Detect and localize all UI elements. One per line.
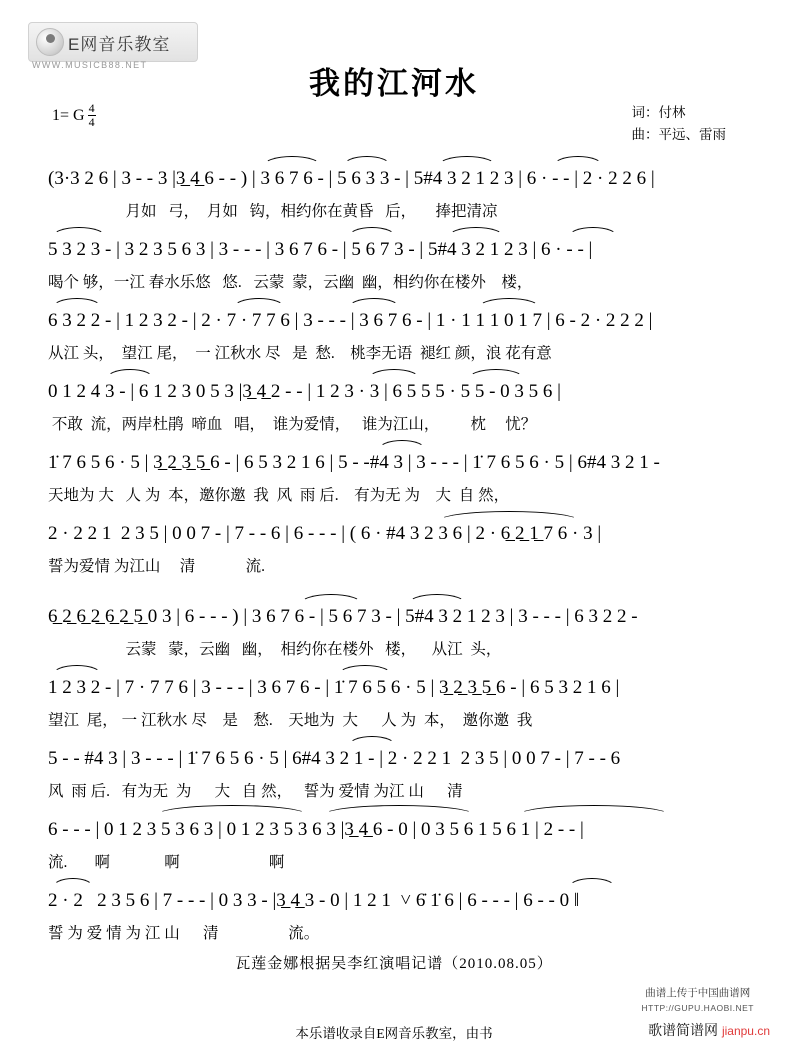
music-system bbox=[48, 239, 748, 292]
lyrics-line: 誓为爱情 为江山 清 流. bbox=[48, 558, 266, 575]
slur-arc bbox=[52, 665, 102, 675]
music-system bbox=[48, 523, 748, 576]
composer: 曲：平远、雷雨 bbox=[631, 127, 726, 143]
slur-arc bbox=[478, 298, 540, 308]
notation-line: 1̇ 7 6 5 6 · 5 | 3̲ 2̲ 3̲ 5̲ 6 - | 6 5 3 2 1 6 | 5 - -#4 3 | 3 - - - | 1̇ 7 6 5 6 · 5 | 6#4 3 2 1 - bbox=[48, 452, 660, 473]
lyrics-line: 月如 弓， 月如 钩，相约你在黄昏 后， 捧把清凉 bbox=[48, 203, 498, 220]
music-system bbox=[48, 452, 748, 505]
slur-arc bbox=[233, 298, 285, 308]
slur-arc bbox=[568, 878, 616, 888]
lyrics-line: 望江 尾， 一 江秋水 尽 是 愁. 天地为 大 人 为 本， 邀你邀 我 bbox=[48, 712, 533, 729]
slur-arc bbox=[553, 156, 603, 166]
music-system bbox=[48, 606, 748, 659]
notation-line: 6 - - - | 0 1 2 3 5 3 6 3 | 0 1 2 3 5 3 6 3 |3̲ 4̲ 6 - 0 | 0 3 5 6 1 5 6 1 | 2 - - | bbox=[48, 819, 584, 840]
slur-arc bbox=[52, 227, 106, 237]
lyricist: 词：付林 bbox=[631, 105, 686, 120]
slur-arc bbox=[348, 298, 400, 308]
time-signature bbox=[88, 102, 96, 128]
slur-arc bbox=[438, 156, 496, 166]
slur-arc bbox=[263, 156, 321, 166]
music-system bbox=[48, 381, 748, 434]
meter-numerator: 4 bbox=[88, 101, 95, 115]
bottom-brand-en: jianpu.cn bbox=[721, 1024, 770, 1038]
page-title: 我的江河水 bbox=[309, 66, 479, 101]
bottom-brand-cn: 歌谱简谱网 bbox=[648, 1022, 719, 1038]
music-note-icon bbox=[36, 28, 64, 56]
logo-url: WWW.MUSICB88.NET bbox=[32, 60, 148, 70]
slur-arc bbox=[368, 369, 420, 379]
lyrics-line: 云蒙 蒙，云幽 幽， 相约你在楼外 楼， 从江 头， bbox=[48, 641, 502, 658]
slur-arc bbox=[448, 227, 504, 237]
slur-arc bbox=[156, 805, 308, 815]
music-system bbox=[48, 819, 748, 872]
lyrics-line: 喝个 够，一江 春水乐悠 悠. 云蒙 蒙，云幽 幽，相约你在楼外 楼， bbox=[48, 274, 533, 291]
lyrics-line: 天地为 大 人 为 本，邀你邀 我 风 雨 后. 有为无 为 大 自 然， bbox=[48, 487, 510, 504]
transcription-note: 瓦莲金娜根据吴李红演唱记谱（2010.08.05） bbox=[235, 956, 553, 972]
slur-arc bbox=[518, 805, 670, 815]
key-label: 1= G bbox=[52, 106, 85, 124]
bottom-brand bbox=[648, 1020, 770, 1040]
source-credit bbox=[641, 986, 754, 1015]
slur-arc bbox=[408, 594, 466, 604]
notation-line: 2 · 2 2 1 2 3 5 | 0 0 7 - | 7 - - 6 | 6 - - - | ( 6 · #4 3 2 3 6 | 2 · 6̲ 2̲ 1̲ 7 6 · 3 | bbox=[48, 523, 602, 544]
logo-text: E网音乐教室 bbox=[68, 35, 171, 54]
slur-arc bbox=[52, 878, 94, 888]
lyrics-line: 流. 啊 啊 啊 bbox=[48, 854, 285, 871]
slur-arc bbox=[323, 805, 475, 815]
slur-arc bbox=[348, 227, 396, 237]
lyrics-line: 风 雨 后. 有为无 为 大 自 然， 誓为 爱情 为江 山 清 bbox=[48, 783, 463, 800]
lyrics-line: 不敢 流，两岸杜鹃 啼血 唱， 谁为爱情， 谁为江山， 枕 忧？ bbox=[48, 416, 537, 433]
slur-arc bbox=[106, 369, 154, 379]
notation-line: 1 2 3 2 - | 7 · 7 7 6 | 3 - - - | 3 6 7 6 - | 1̇ 7 6 5 6 · 5 | 3̲ 2̲ 3̲ 5̲ 6 - | 6 5 3 2 1 6 | bbox=[48, 677, 620, 698]
notation-line: 5 3 2 3 - | 3 2 3 5 6 3 | 3 - - - | 3 6 7 6 - | 5 6 7 3 - | 5#4 3 2 1 2 3 | 6 · - - | bbox=[48, 239, 593, 260]
slur-arc bbox=[338, 665, 392, 675]
notation-line: (3·3 2 6 | 3 - - 3 |3̲ 4̲ 6 - - ) | 3 6 7 6 - | 5 6 3 3 - | 5#4 3 2 1 2 3 | 6 · - - | 2 · 2 2 6 | bbox=[48, 168, 655, 189]
notation-line: 2 · 2 2 3 5 6 | 7 - - - | 0 3 3 - |3̲ 4̲ 3 - 0 | 1 2 1 ˅ 6̇ 1̇ 6 | 6 - - - | 6 - - 0 ‖ bbox=[48, 890, 580, 911]
notation-line: 6̲ 2̲ 6̲ 2̲ 6̲ 2̲ 5̲ 0 3 | 6 - - - ) | 3 6 7 6 - | 5 6 7 3 - | 5#4 3 2 1 2 3 | 3 - - - | 6 3 2 2 - bbox=[48, 606, 638, 627]
notation-line: 0 1 2 4 3 - | 6 1 2 3 0 5 3 |3̲ 4̲ 2 - - | 1 2 3 · 3 | 6 5 5 5 · 5 5 - 0 3 5 6 | bbox=[48, 381, 561, 402]
slur-arc bbox=[568, 227, 618, 237]
slur-arc bbox=[52, 298, 102, 308]
meter-denominator: 4 bbox=[88, 114, 95, 129]
credits bbox=[632, 102, 727, 147]
music-system bbox=[48, 677, 748, 730]
key-signature bbox=[52, 103, 96, 129]
notation-line: 6 3 2 2 - | 1 2 3 2 - | 2 · 7 · 7 7 6 | 3 - - - | 3 6 7 6 - | 1 · 1 1 1 0 1 7 | 6 - 2 · 2 2 2 | bbox=[48, 310, 653, 331]
notation-line: 5 - - #4 3 | 3 - - - | 1̇ 7 6 5 6 · 5 | 6#4 3 2 1 - | 2 · 2 2 1 2 3 5 | 0 0 7 - | 7 - - 6 bbox=[48, 748, 621, 769]
music-system bbox=[48, 748, 748, 801]
slur-arc bbox=[348, 736, 396, 746]
lyrics-line: 从江 头， 望江 尾， 一 江秋水 尽 是 愁. 桃李无语 褪红 颜，浪 花有意 bbox=[48, 345, 552, 362]
source-credit-url: HTTP://GUPU.HAOBI.NET bbox=[641, 1002, 754, 1013]
slur-arc bbox=[468, 369, 524, 379]
slur-arc bbox=[378, 440, 426, 450]
slur-arc bbox=[343, 156, 391, 166]
music-system bbox=[48, 310, 748, 363]
bottom-note: 本乐谱收录自E网音乐教室，由书 bbox=[295, 1026, 493, 1041]
lyrics-line: 誓 为 爱 情 为 江 山 清 流。 bbox=[48, 925, 320, 942]
slur-arc bbox=[438, 511, 580, 521]
music-system bbox=[48, 890, 748, 943]
source-credit-line1: 曲谱上传于中国曲谱网 bbox=[645, 987, 751, 999]
slur-arc bbox=[300, 594, 362, 604]
music-system bbox=[48, 168, 748, 221]
